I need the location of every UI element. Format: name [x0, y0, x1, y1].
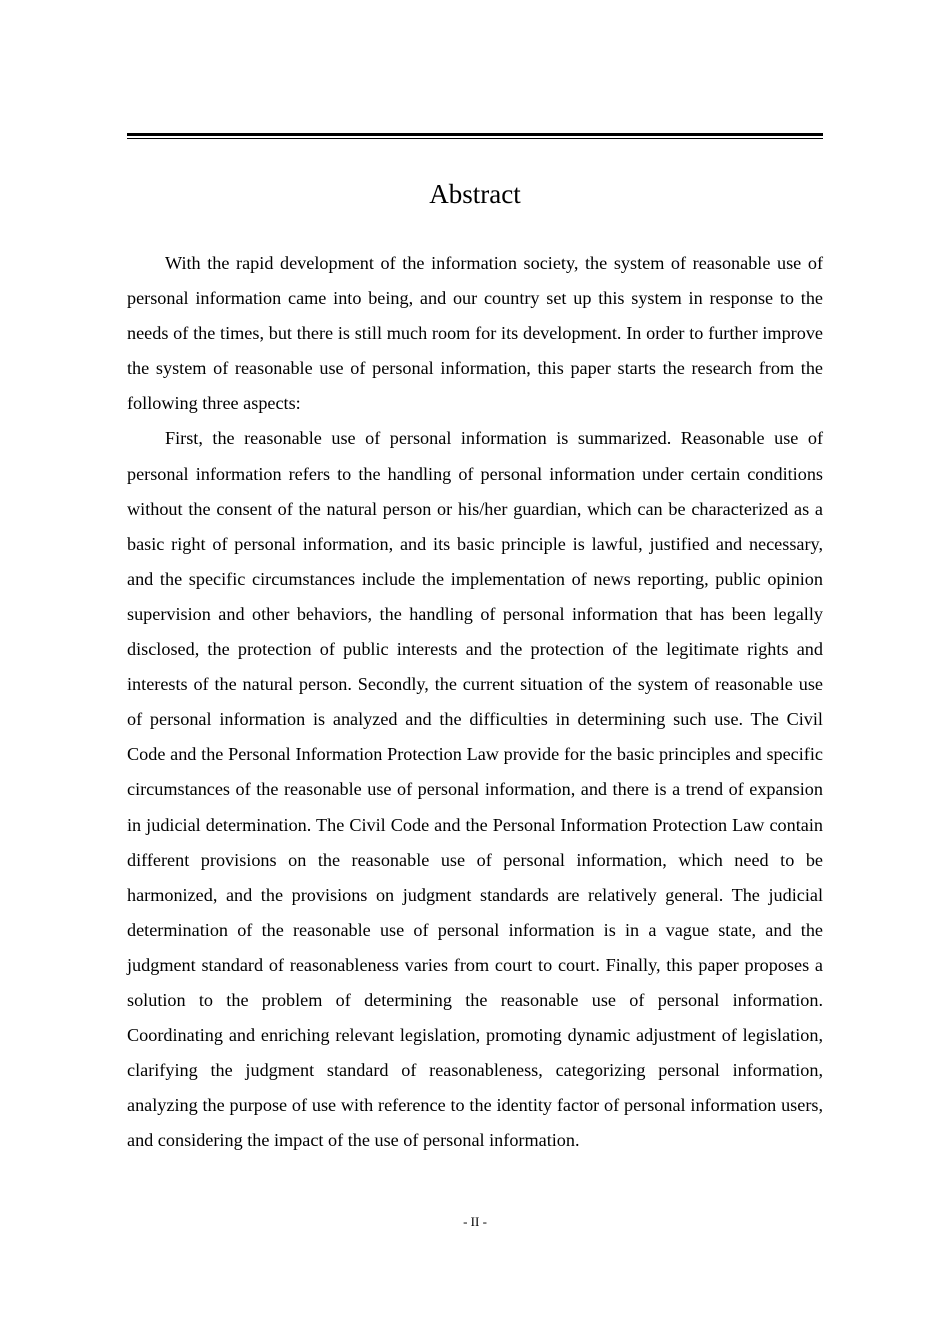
abstract-paragraph-intro: With the rapid development of the information society, the system of reasonable use of personal information came into being, and our country set up this system in response to the needs of the times, but there is still much room for its development. In order to further improve the system of reasonable use of personal information, this paper starts the research from the following three aspects: — [127, 253, 823, 414]
header-rule-thin — [127, 138, 823, 139]
header-rule-thick — [127, 133, 823, 136]
page-title: Abstract — [429, 179, 521, 209]
abstract-paragraph-main: First, the reasonable use of personal information is summarized. Reasonable use of personal information refers to the handling of personal information under certain conditions without the consent of the natural person or his/her guardian, which can be characterized as a basic right of personal information, and its basic principle is lawful, justified and necessary, and the specific circumstances include the implementation of news reporting, public opinion supervision and other behaviors, the handling of personal information that has been legally disclosed, the protection of public interests and the protection of the legitimate rights and interests of the natural person. Secondly, the current situation of the system of reasonable use of personal information is analyzed and the difficulties in determining such use. The Civil Code and the Personal Information Protection Law provide for the basic principles and specific circumstances of the reasonable use of personal information, and there is a trend of expansion in judicial determination. The Civil Code and the Personal Information Protection Law contain different provisions on the reasonable use of personal information, which need to be harmonized, and the provisions on judgment standards are relatively general. The judicial determination of the reasonable use of personal information is in a vague state, and the judgment standard of reasonableness varies from court to court. Finally, this paper proposes a solution to the problem of determining the reasonable use of personal information. Coordinating and enriching relevant legislation, promoting dynamic adjustment of legislation, clarifying the judgment standard of reasonableness, categorizing personal information, analyzing the purpose of use with reference to the identity factor of personal information users, and considering the impact of the use of personal information. — [127, 428, 823, 1151]
page-number: - II - — [463, 1214, 487, 1229]
abstract-body — [127, 246, 823, 1158]
